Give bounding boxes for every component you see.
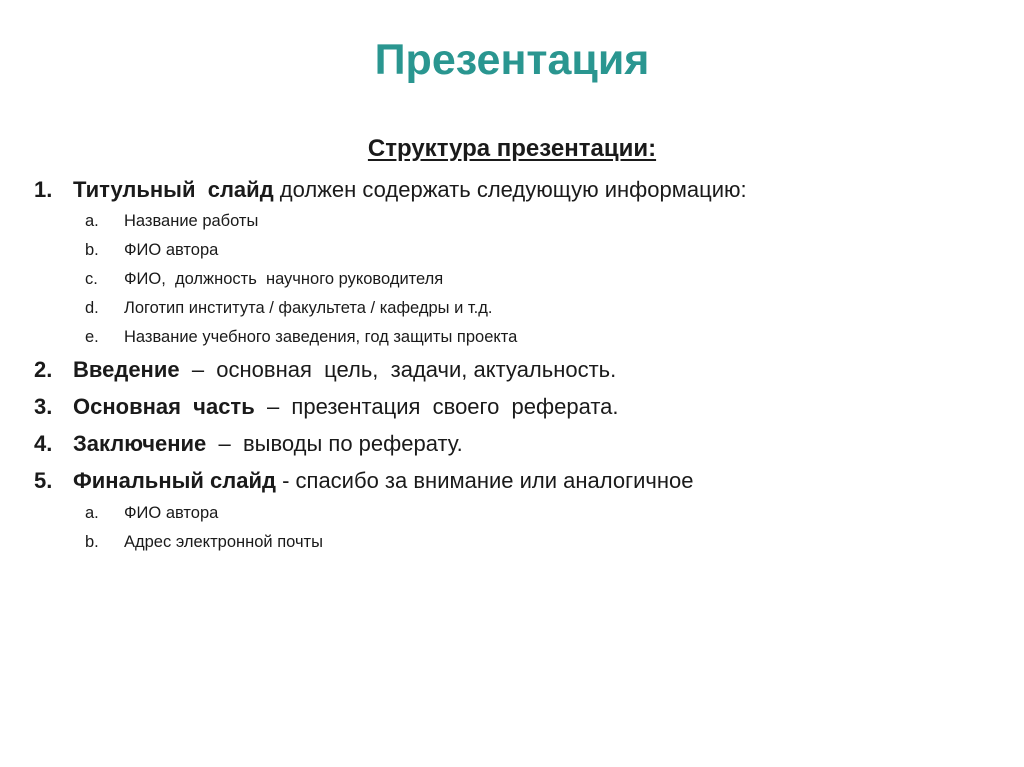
sub-item-text: ФИО, должность научного руководителя	[124, 270, 444, 288]
sub-item-text: ФИО автора	[124, 241, 219, 259]
list-item-text	[73, 467, 694, 495]
slide-title: Презентация	[374, 36, 650, 84]
list-item-rest: – презентация своего реферата.	[254, 394, 619, 419]
sub-item-text: Название работы	[124, 212, 259, 230]
list-item-number: 1.	[34, 177, 53, 202]
sub-item-text: Логотип института / факультета / кафедры и т.д.	[124, 299, 493, 317]
sub-item-letter: e.	[85, 328, 99, 346]
list-item-rest: – основная цель, задачи, актуальность.	[179, 357, 617, 382]
sub-item-letter: b.	[85, 533, 99, 551]
list-item-text	[73, 176, 747, 204]
list-item-bold: Титульный слайд	[73, 177, 274, 202]
list-item-rest: – выводы по реферату.	[206, 431, 463, 456]
list-item-number: 3.	[34, 394, 53, 419]
list-item-number: 4.	[34, 431, 53, 456]
sub-item-letter: b.	[85, 241, 99, 259]
sub-item-text: ФИО автора	[124, 504, 219, 522]
sub-item-text: Название учебного заведения, год защиты проекта	[124, 328, 518, 346]
list-item-text	[73, 430, 463, 458]
list-item-bold: Заключение	[73, 431, 207, 456]
list-item-text	[73, 393, 619, 421]
list-item-bold: Финальный слайд	[73, 468, 276, 493]
sub-item-letter: c.	[85, 270, 98, 288]
slide-subtitle: Структура презентации:	[367, 135, 657, 162]
list-item-rest: должен содержать следующую информацию:	[273, 177, 747, 202]
list-item-number: 2.	[34, 357, 53, 382]
list-item-number: 5.	[34, 468, 53, 493]
list-item-bold: Введение	[73, 357, 180, 382]
sub-item-letter: a.	[85, 212, 99, 230]
list-item-rest: - спасибо за внимание или аналогичное	[275, 468, 694, 493]
sub-item-text: Адрес электронной почты	[124, 533, 323, 551]
list-item-bold: Основная часть	[73, 394, 255, 419]
list-item-text	[73, 356, 616, 384]
sub-item-letter: d.	[85, 299, 99, 317]
sub-item-letter: a.	[85, 504, 99, 522]
